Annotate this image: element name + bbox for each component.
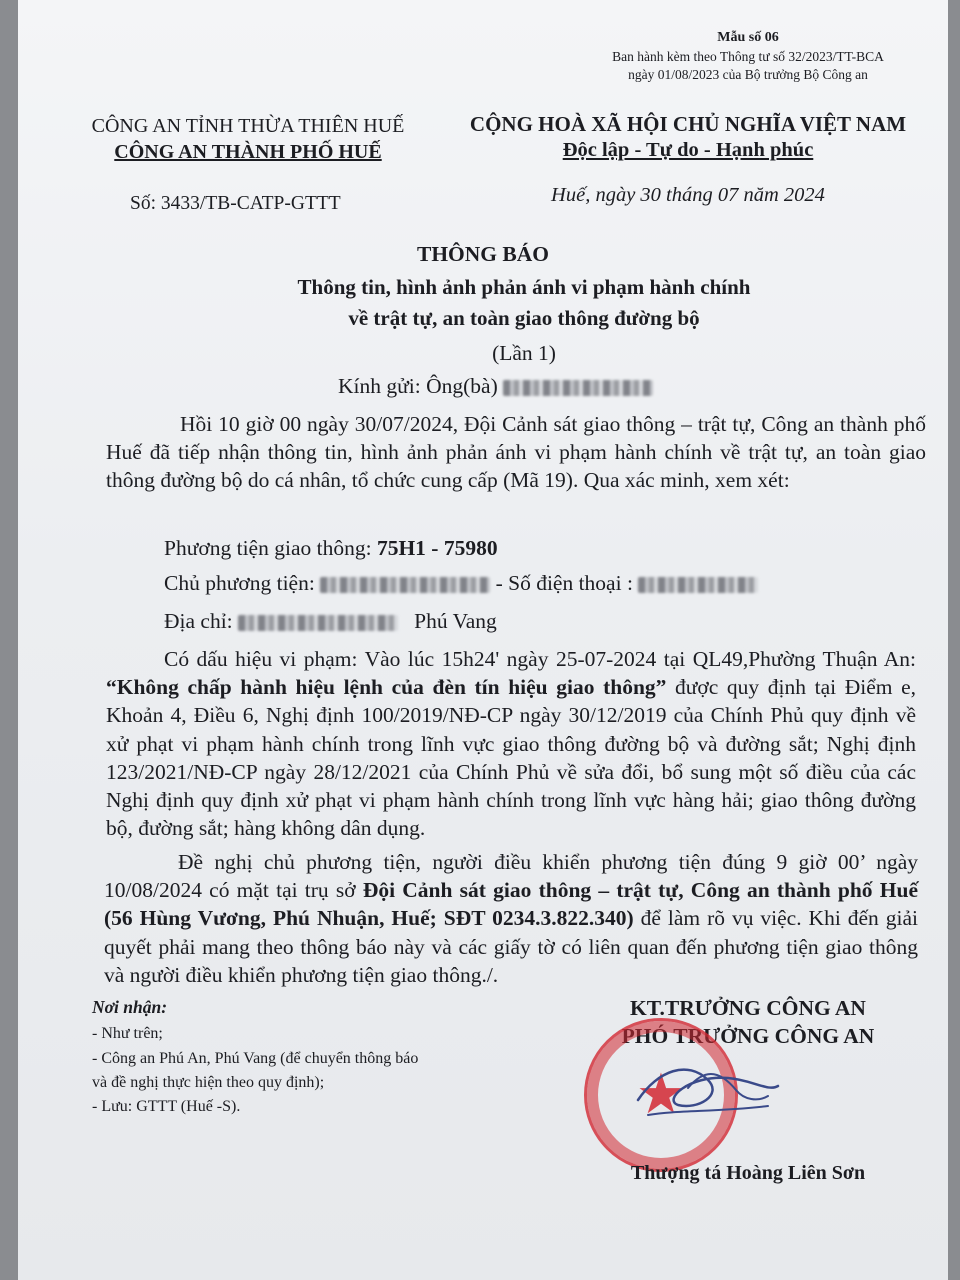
document-date: Huế, ngày 30 tháng 07 năm 2024 [551, 184, 825, 206]
redacted-recipient-name [503, 380, 653, 396]
form-issued-line1: Ban hành kèm theo Thông tư số 32/2023/TT-BCA [612, 49, 884, 64]
owner-line [164, 571, 758, 596]
paragraph-summons [104, 848, 918, 989]
document-page [18, 0, 948, 1280]
recipient-item-2-line1: - Công an Phú An, Phú Vang (để chuyển thông báo [92, 1050, 419, 1067]
handwritten-signature [618, 1030, 788, 1140]
agency-name-text: CÔNG AN THÀNH PHỐ HUẾ [114, 141, 382, 163]
vehicle-plate: 75H1 - 75980 [376, 536, 498, 560]
notice-title: THÔNG BÁO [416, 242, 549, 266]
address-line [164, 609, 497, 634]
redacted-owner-name [320, 577, 490, 593]
national-motto [448, 139, 928, 162]
address-tail: Phú Vang [414, 609, 497, 633]
redacted-phone [638, 577, 758, 593]
notice-subtitle-line1: Thông tin, hình ảnh phản ánh vi phạm hành chính [297, 275, 751, 299]
seal-star-icon: ★ [635, 1064, 687, 1126]
recipient-item-3: - Lưu: GTTT (Huế -S). [92, 1098, 241, 1115]
agency-parent: CÔNG AN TỈNH THỪA THIÊN HUẾ [91, 115, 405, 137]
summons-outro: để làm rõ vụ việc. Khi đến giải quyết phải mang theo thông báo này và các giấy tờ có liên quan đến phương tiện giao thông và người điều khiển phương tiện giao thông./. [104, 906, 918, 987]
redacted-address [238, 615, 398, 631]
notice-subtitle-line2: về trật tự, an toàn giao thông đường bộ [348, 306, 700, 330]
summons-intro: Đề nghị chủ phương tiện, người điều khiển phương tiện đúng 9 giờ 00’ ngày 10/08/2024 có mặt tại trụ sở [104, 850, 918, 903]
recipient-item-2-line2: và đề nghị thực hiện theo quy định); [92, 1074, 325, 1091]
agency-name [58, 141, 438, 164]
violation-name: “Không chấp hành hiệu lệnh của đèn tín hiệu giao thông” [106, 675, 667, 700]
summons-place: Đội Cảnh sát giao thông – trật tự, Công an thành phố Huế (56 Hùng Vương, Phú Nhuận, Huế; SĐT 0234.3.822.340) [104, 878, 918, 931]
paragraph-violation [106, 645, 916, 842]
paragraph-receipt: Hồi 10 giờ 00 ngày 30/07/2024, Đội Cảnh sát giao thông – trật tự, Công an thành phố Huế đã tiếp nhận thông tin, hình ảnh phản ánh vi phạm hành chính về trật tự, an toàn giao thông đường bộ do cá nhân, tổ chức cung cấp (Mã 19). Qua xác minh, xem xét: [106, 412, 926, 493]
form-number: Mẫu số 06 [717, 30, 779, 45]
owner-label: Chủ phương tiện: [164, 571, 321, 595]
doc-number: Số: 3433/TB-CATP-GTTT [130, 193, 341, 214]
violation-legal-basis: được quy định tại Điểm e, Khoản 4, Điều 6, Nghị định 100/2019/NĐ-CP ngày 30/12/2019 của Chính Phủ quy định về xử phạt vi phạm hành chính trong lĩnh vực giao thông đường bộ và đường sắt; Nghị định 123/2021/NĐ-CP ngày 28/12/2021 của Chính Phủ về sửa đổi, bổ sung một số điều của các Nghị định quy định xử phạt vi phạm hành chính trong lĩnh vực hàng hải; giao thông đường bộ, đường sắt; hàng không dân dụng. [106, 675, 916, 841]
recipient-line [338, 374, 653, 399]
signature-title-line2: PHÓ TRƯỞNG CÔNG AN [621, 1024, 875, 1048]
national-motto-text: Độc lập - Tự do - Hạnh phúc [562, 139, 814, 161]
national-title: CỘNG HOÀ XÃ HỘI CHỦ NGHĨA VIỆT NAM [469, 112, 907, 136]
form-issued-line2: ngày 01/08/2023 của Bộ trưởng Bộ Công an [628, 67, 868, 82]
signature-title-line1: KT.TRƯỞNG CÔNG AN [630, 996, 866, 1020]
recipient-item-1: - Như trên; [92, 1025, 163, 1042]
recipients-heading: Nơi nhận: [92, 997, 168, 1017]
phone-label: - Số điện thoại : [490, 571, 639, 595]
notice-round: (Lần 1) [492, 341, 556, 365]
recipient-label: Kính gửi: Ông(bà) [338, 374, 498, 398]
vehicle-line [164, 536, 498, 561]
violation-intro: Có dấu hiệu vi phạm: Vào lúc 15h24' ngày 25-07-2024 tại QL49,Phường Thuận An: [164, 647, 916, 671]
address-label: Địa chỉ: [164, 609, 239, 633]
signer-name: Thượng tá Hoàng Liên Sơn [630, 1162, 866, 1184]
vehicle-label: Phương tiện giao thông: [164, 536, 377, 560]
